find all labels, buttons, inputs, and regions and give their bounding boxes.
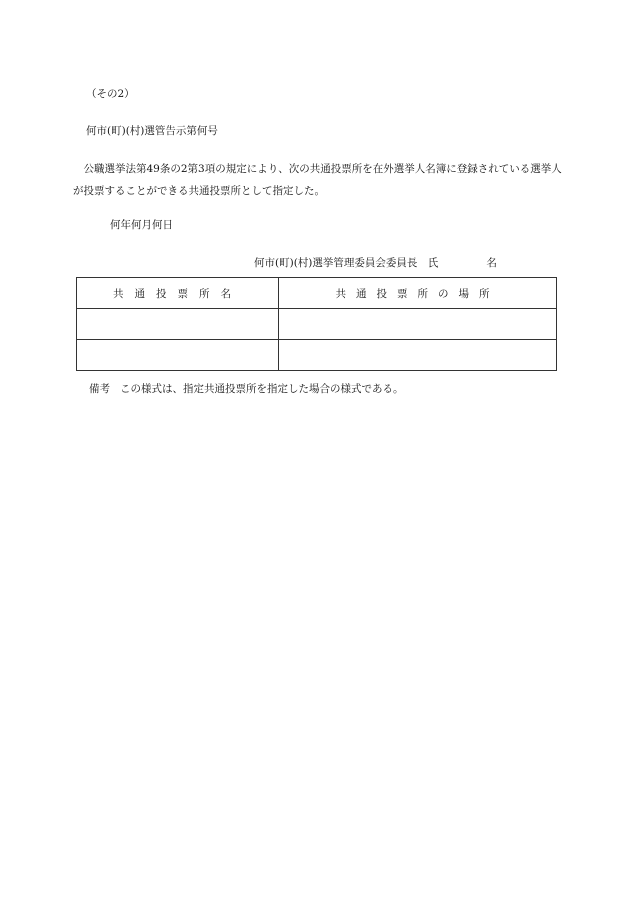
table-header-row <box>77 278 557 309</box>
table-cell <box>279 309 557 340</box>
notice-date: 何年何月何日 <box>110 219 173 231</box>
signature-title: 何市(町)(村)選挙管理委員会委員長 氏 <box>254 257 439 269</box>
form-subtitle: （その2） <box>86 88 135 100</box>
signature-name-suffix: 名 <box>486 257 497 269</box>
body-paragraph: 公職選挙法第49条の2第3項の規定により、次の共通投票所を在外選挙人名簿に登録されている選挙人が投票することができる共通投票所として指定した。 <box>73 163 562 197</box>
notice-number: 何市(町)(村)選管告示第何号 <box>86 125 218 137</box>
table-row <box>77 340 557 371</box>
remark <box>89 381 404 396</box>
table-cell <box>77 340 279 371</box>
remark-text: この様式は、指定共通投票所を指定した場合の様式である。 <box>120 383 404 395</box>
table-cell <box>77 309 279 340</box>
header-station-name: 共通投票所名 <box>77 278 279 309</box>
table-cell <box>279 340 557 371</box>
header-station-location: 共通投票所の場所 <box>279 278 557 309</box>
signature-line <box>254 255 497 270</box>
polling-station-table <box>76 277 557 371</box>
remark-label: 備考 <box>89 383 110 395</box>
table-row <box>77 309 557 340</box>
